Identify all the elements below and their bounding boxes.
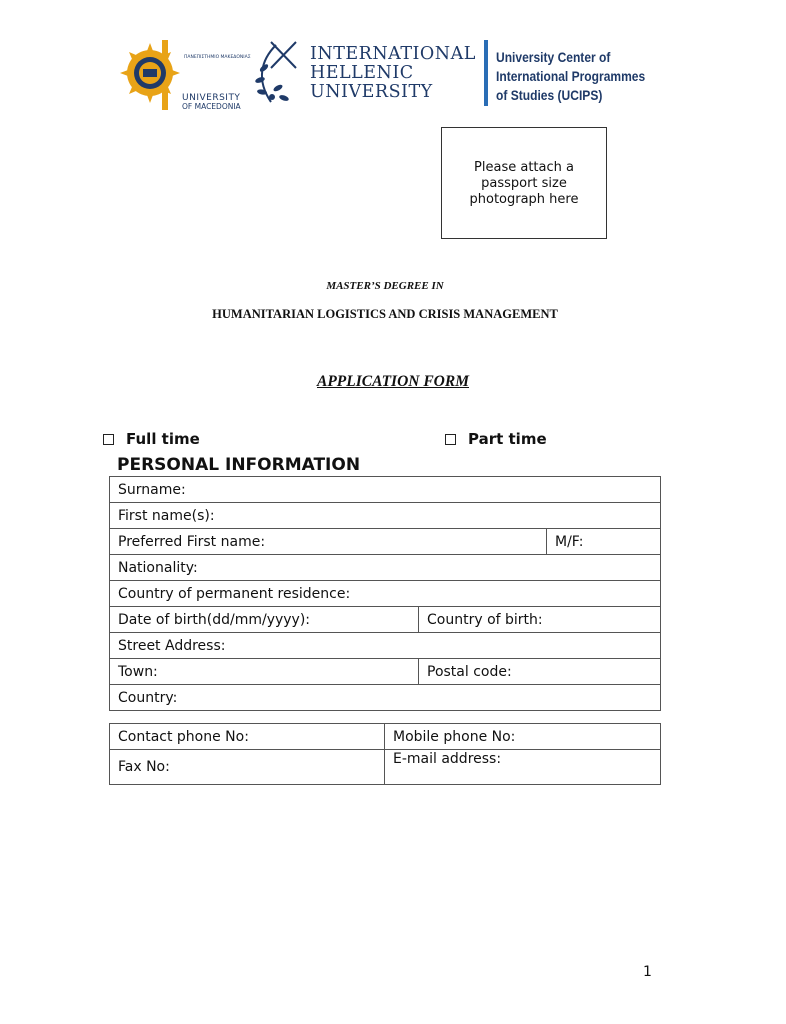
full-time-checkbox[interactable] xyxy=(103,434,114,445)
full-time-option[interactable] xyxy=(103,430,200,448)
olive-branch-icon xyxy=(246,40,306,110)
photo-box-line-1: Please attach a xyxy=(474,160,574,175)
part-time-option[interactable] xyxy=(445,430,547,448)
date-of-birth-field[interactable]: Date of birth(dd/mm/yyyy): xyxy=(110,607,419,633)
section-title-personal-information: PERSONAL INFORMATION xyxy=(117,455,361,475)
country-of-birth-field[interactable]: Country of birth: xyxy=(419,607,661,633)
sex-field[interactable]: M/F: xyxy=(547,529,661,555)
photo-box-line-2: passport size xyxy=(481,176,567,191)
mobile-phone-field[interactable]: Mobile phone No: xyxy=(385,724,661,750)
ucips-line-2: International Programmes xyxy=(496,68,646,84)
personal-information-table xyxy=(109,476,661,633)
page-number: 1 xyxy=(643,964,652,980)
town-field[interactable]: Town: xyxy=(110,659,419,685)
form-title: APPLICATION FORM xyxy=(316,373,469,390)
first-names-field[interactable]: First name(s): xyxy=(110,503,661,529)
street-address-field[interactable]: Street Address: xyxy=(110,633,661,659)
surname-field[interactable]: Surname: xyxy=(110,477,661,503)
ihu-line-3: UNIVERSITY xyxy=(310,82,433,102)
part-time-label: Part time xyxy=(468,430,547,448)
part-time-checkbox[interactable] xyxy=(445,434,456,445)
nationality-field[interactable]: Nationality: xyxy=(110,555,661,581)
table-row xyxy=(110,724,661,750)
postal-code-field[interactable]: Postal code: xyxy=(419,659,661,685)
svg-text:UNIVERSITY: UNIVERSITY xyxy=(182,93,241,103)
ucips-logo xyxy=(484,40,664,110)
photo-box-line-3: photograph here xyxy=(469,192,579,207)
permanent-residence-field[interactable]: Country of permanent residence: xyxy=(110,581,661,607)
table-row xyxy=(110,633,661,659)
table-row xyxy=(110,685,661,711)
country-field[interactable]: Country: xyxy=(110,685,661,711)
contact-table xyxy=(109,723,661,785)
fax-field[interactable]: Fax No: xyxy=(110,750,385,785)
passport-photo-box[interactable] xyxy=(441,127,607,239)
full-time-label: Full time xyxy=(126,430,200,448)
table-row xyxy=(110,750,661,785)
svg-text:ΠΑΝΕΠΙΣΤΗΜΙΟ ΜΑΚΕΔΟΝΙΑΣ: ΠΑΝΕΠΙΣΤΗΜΙΟ ΜΑΚΕΔΟΝΙΑΣ xyxy=(184,55,251,60)
svg-text:OF MACEDONIA: OF MACEDONIA xyxy=(182,102,241,111)
table-row xyxy=(110,607,661,633)
table-row xyxy=(110,581,661,607)
ucips-accent-bar xyxy=(484,40,488,106)
contact-phone-field[interactable]: Contact phone No: xyxy=(110,724,385,750)
ucips-line-1: University Center of xyxy=(496,49,611,65)
table-row xyxy=(110,555,661,581)
ihu-line-1: INTERNATIONAL xyxy=(310,44,476,64)
uom-seal-icon xyxy=(120,38,251,113)
international-hellenic-university-logo xyxy=(246,40,474,110)
address-table xyxy=(109,632,661,711)
preferred-first-name-field[interactable]: Preferred First name: xyxy=(110,529,547,555)
ucips-line-3: of Studies (UCIPS) xyxy=(496,87,603,103)
email-field[interactable]: E-mail address: xyxy=(385,750,661,785)
university-of-macedonia-logo xyxy=(120,38,251,113)
table-row xyxy=(110,503,661,529)
ihu-line-2: HELLENIC xyxy=(310,63,414,83)
program-title: HUMANITARIAN LOGISTICS AND CRISIS MANAGEMENT xyxy=(212,307,558,321)
table-row xyxy=(110,477,661,503)
table-row xyxy=(110,659,661,685)
table-row xyxy=(110,529,661,555)
degree-label: MASTER’S DEGREE IN xyxy=(326,280,444,292)
